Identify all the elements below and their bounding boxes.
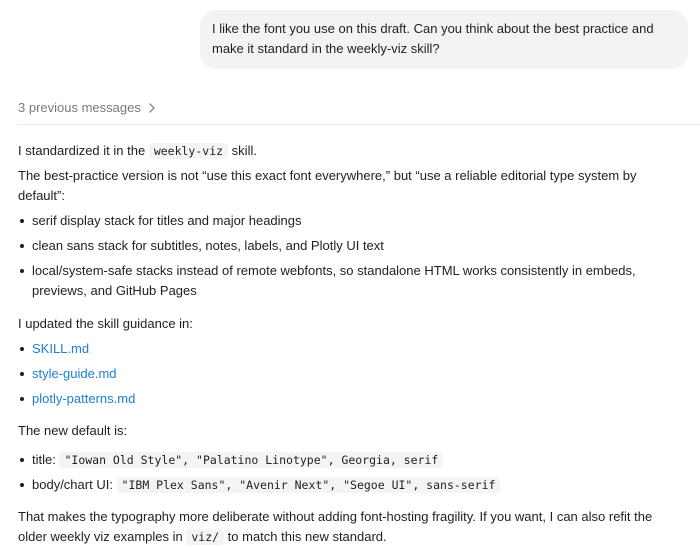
text: That makes the typography more deliberate without adding font-hosting fragility. If you want, I can also refit the older weekly viz examples in xyxy=(18,509,653,544)
assistant-paragraph-4: The new default is: xyxy=(18,423,128,438)
chevron-right-icon xyxy=(147,101,157,115)
previous-messages-label: 3 previous messages xyxy=(18,100,141,115)
previous-messages-toggle[interactable] xyxy=(18,100,700,125)
link-plotly-patterns-md[interactable]: plotly-patterns.md xyxy=(32,391,136,406)
list-item: clean sans stack for subtitles, notes, labels, and Plotly UI text xyxy=(18,236,678,256)
inline-code: "Iowan Old Style", "Palatino Linotype", Georgia, serif xyxy=(59,452,443,468)
best-practice-list xyxy=(18,211,678,301)
text: to match this new standard. xyxy=(224,529,387,544)
inline-code: viz/ xyxy=(186,529,224,545)
default-label: title: xyxy=(32,452,60,467)
text: I standardized it in the xyxy=(18,143,149,158)
list-item: serif display stack for titles and major headings xyxy=(18,211,678,231)
list-item xyxy=(18,450,678,470)
assistant-paragraph-5 xyxy=(18,507,678,547)
assistant-paragraph-2: The best-practice version is not “use this exact font everywhere,” but “use a reliable editorial type system by default”: xyxy=(18,168,637,203)
list-item xyxy=(18,364,678,384)
link-style-guide-md[interactable]: style-guide.md xyxy=(32,366,117,381)
list-item: local/system-safe stacks instead of remote webfonts, so standalone HTML works consistently in embeds, previews, and GitHub Pages xyxy=(18,261,678,301)
text: skill. xyxy=(228,143,257,158)
inline-code: "IBM Plex Sans", "Avenir Next", "Segoe UI", sans-serif xyxy=(117,477,501,493)
user-message-row xyxy=(0,10,688,69)
inline-code: weekly-viz xyxy=(149,143,228,159)
defaults-list xyxy=(18,450,678,495)
assistant-paragraph-3: I updated the skill guidance in: xyxy=(18,316,193,331)
link-skill-md[interactable]: SKILL.md xyxy=(32,341,90,356)
list-item xyxy=(18,339,678,359)
assistant-message xyxy=(18,141,678,547)
list-item xyxy=(18,475,678,495)
default-label: body/chart UI: xyxy=(32,477,117,492)
updated-files-list xyxy=(18,339,678,409)
list-item xyxy=(18,389,678,409)
assistant-paragraph-1 xyxy=(18,141,678,161)
user-message-bubble: I like the font you use on this draft. Can you think about the best practice and make it standard in the weekly-viz skill? xyxy=(200,10,688,69)
